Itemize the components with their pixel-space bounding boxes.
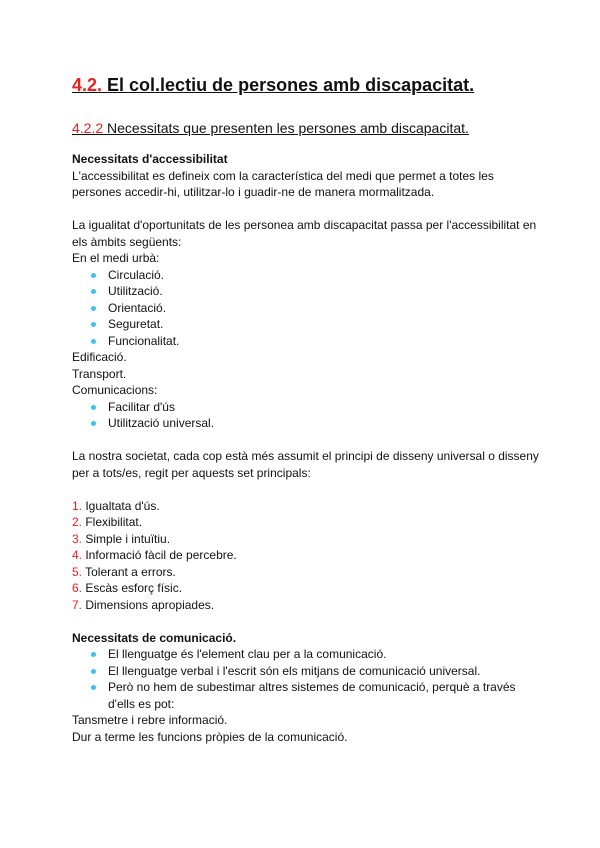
item-text: Escàs esforç físic. [82, 581, 183, 595]
list-item: El llenguatge és l'element clau per a la comunicació. [89, 646, 542, 663]
item-number: 7. [72, 597, 83, 612]
section-number: 4.2. [72, 75, 103, 95]
document-page [72, 72, 542, 745]
list-item: Funcionalitat. [89, 333, 542, 350]
section-title: El col.lectiu de persones amb discapacitat. [102, 75, 475, 95]
society-paragraph: La nostra societat, cada cop està més assumit el principi de disseny universal o disseny per a tots/es, regit per aquests set principals: [72, 449, 539, 480]
list-item: Utilització. [89, 283, 542, 300]
communication-heading: Necessitats de comunicació. [72, 630, 237, 645]
item-number: 6. [72, 581, 83, 595]
subsection-title [72, 118, 542, 138]
item-text: Informació fàcil de percebre. [82, 548, 237, 562]
item-text: Dimensions apropiades. [82, 597, 215, 612]
list-item [72, 514, 542, 531]
subsection-number: 4.2.2 [72, 120, 104, 136]
item-number: 5. [72, 564, 83, 579]
communication-line-2: Dur a terme les funcions pròpies de la comunicació. [72, 729, 348, 744]
item-text: Simple i intuïtiu. [82, 531, 171, 546]
communications-list [72, 399, 542, 432]
item-text: Igualtata d'ús. [82, 498, 160, 513]
subsection-text: Necessitats que presenten les persones amb discapacitat. [103, 120, 469, 136]
list-item: Utilització universal. [89, 415, 542, 432]
list-item [72, 564, 542, 581]
list-item: Però no hem de subestimar altres sistemes de comunicació, perquè a través d'ells es pot: [89, 679, 542, 712]
item-number: 1. [72, 498, 83, 513]
transport-line: Transport. [72, 366, 127, 381]
accessibility-intro: L'accessibilitat es defineix com la característica del medi que permet a totes les persones accedir-hi, utilitzar-lo i guadir-ne de manera mormalitzada. [72, 168, 494, 199]
urban-label: En el medi urbà: [72, 251, 160, 265]
list-item: Orientació. [89, 300, 542, 317]
item-text: Tolerant a errors. [82, 564, 176, 579]
principles-list [72, 498, 542, 614]
item-number: 3. [72, 531, 83, 546]
list-item [72, 498, 542, 515]
item-number: 4. [72, 548, 83, 562]
communication-list [72, 646, 542, 712]
accessibility-heading: Necessitats d'accessibilitat [72, 152, 228, 166]
list-item [72, 597, 542, 614]
building-line: Edificació. [72, 350, 127, 364]
list-item [72, 547, 542, 564]
list-item: El llenguatge verbal i l'escrit són els mitjans de comunicació universal. [89, 663, 542, 680]
list-item: Facilitar d'ús [89, 399, 542, 416]
list-item [72, 531, 542, 548]
communication-line-1: Tansmetre i rebre informació. [72, 713, 228, 727]
list-item: Seguretat. [89, 316, 542, 333]
urban-list [72, 267, 542, 350]
communications-label: Comunicacions: [72, 383, 158, 397]
item-text: Flexibilitat. [82, 515, 143, 529]
item-number: 2. [72, 515, 83, 529]
list-item [72, 580, 542, 597]
equality-paragraph: La igualitat d'oportunitats de les personea amb discapacitat passa per l'accessibilitat en els àmbits següents: [72, 218, 537, 249]
page-title [72, 72, 542, 98]
list-item: Circulació. [89, 267, 542, 284]
